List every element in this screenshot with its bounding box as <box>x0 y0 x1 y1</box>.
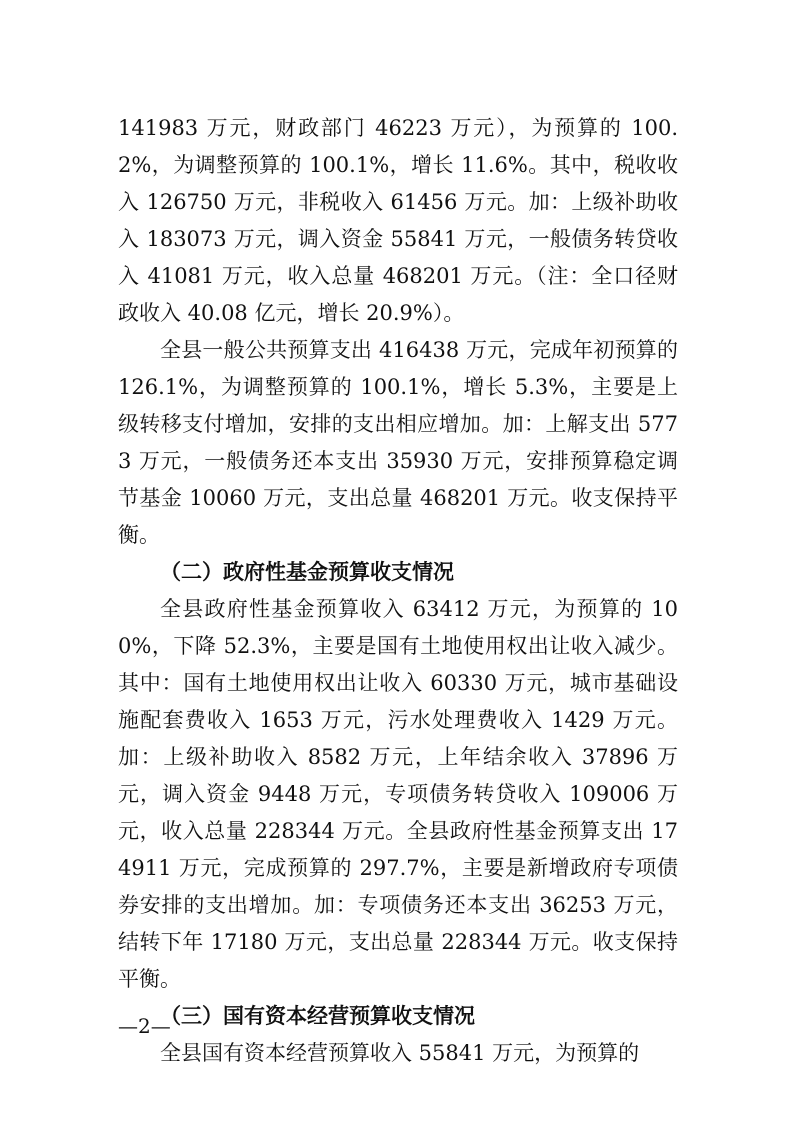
section-heading-government-fund: （二）政府性基金预算收支情况 <box>160 560 454 584</box>
page-number: —2— <box>118 1014 171 1038</box>
document-body <box>118 110 678 1072</box>
paragraph-general-budget-expenditure: 全县一般公共预算支出 416438 万元，完成年初预算的 126.1%，为调整预算的 100.1%，增长 5.3%，主要是上级转移支付增加，安排的支出相应增加。加：上解支出 5773 万元，一般债务还本支出 35930 万元，安排预算稳定调节基金 10060 万元，支出总量 468201 万元。收支保持平衡。 <box>118 338 678 547</box>
paragraph-state-capital: 全县国有资本经营预算收入 55841 万元，为预算的 <box>160 1041 640 1065</box>
section-heading-state-capital: （三）国有资本经营预算收支情况 <box>160 1004 475 1028</box>
paragraph-general-budget-revenue: 141983 万元，财政部门 46223 万元），为预算的 100.2%，为调整预算的 100.1%，增长 11.6%。其中，税收收入 126750 万元，非税收入 61456 万元。加：上级补助收入 183073 万元，调入资金 55841 万元，一般债务转贷收入 41081 万元，收入总量 468201 万元。（注：全口径财政收入 40.08 亿元，增长 20.9%）。 <box>118 116 678 325</box>
paragraph-government-fund: 全县政府性基金预算收入 63412 万元，为预算的 100%，下降 52.3%，主要是国有土地使用权出让收入减少。其中：国有土地使用权出让收入 60330 万元，城市基础设施配套费收入 1653 万元，污水处理费收入 1429 万元。加：上级补助收入 8582 万元，上年结余收入 37896 万元，调入资金 9448 万元，专项债务转贷收入 109006 万元，收入总量 228344 万元。全县政府性基金预算支出 174911 万元，完成预算的 297.7%，主要是新增政府专项债券安排的支出增加。加：专项债务还本支出 36253 万元，结转下年 17180 万元，支出总量 228344 万元。收支保持平衡。 <box>118 597 678 991</box>
